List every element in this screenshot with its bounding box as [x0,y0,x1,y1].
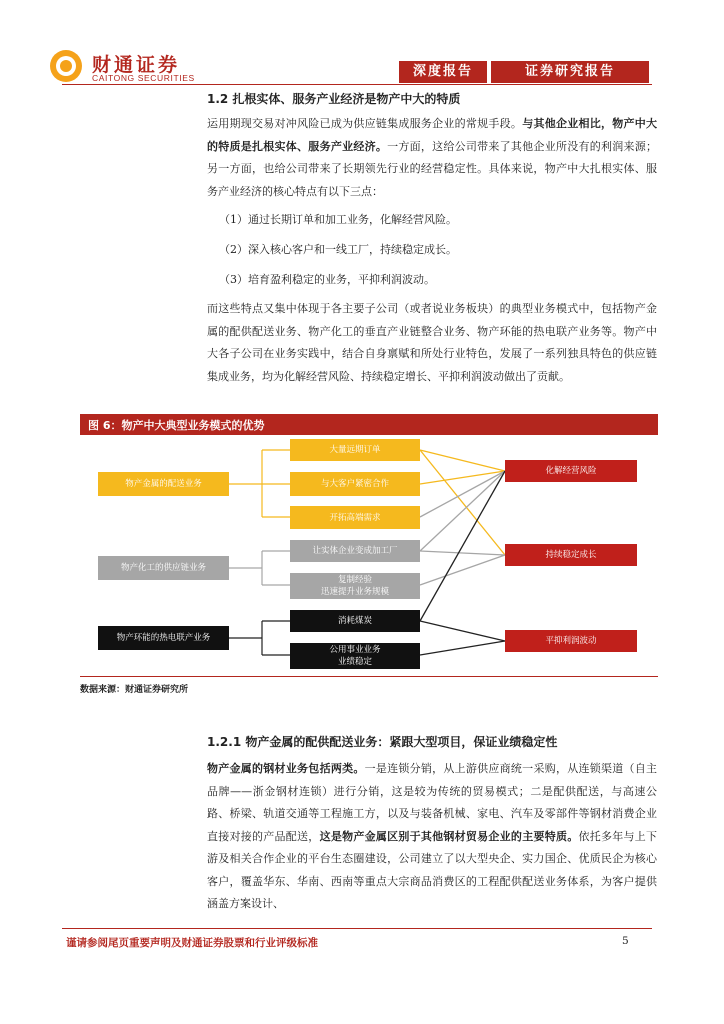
intro-bold: 与其他企业相比，物产中大的特质是扎根实体、服务产业经济。 [207,117,658,153]
left-box-chemical: 物产化工的供应链业务 [98,556,229,580]
metal-bold-2: 这是物产金属区别于其他钢材贸易企业的主要特质。 [319,829,579,843]
footer-divider [62,928,652,929]
deep-report-tag: 深度报告 [399,61,487,83]
left-box-energy: 物产环能的热电联产业务 [98,626,229,650]
list-item: （3）培育盈利稳定的业务，平抑利润波动。 [219,273,435,286]
section-heading-1-2-1: 1.2.1 物产金属的配供配送业务：紧跟大型项目，保证业绩稳定性 [207,735,558,749]
mid-box-major-clients: 与大客户紧密合作 [290,472,420,496]
figure-title: 图 6：物产中大典型业务模式的优势 [88,419,265,432]
mid-box-coal: 消耗煤炭 [290,610,420,632]
research-report-tag: 证券研究报告 [491,61,649,83]
section-heading-1-2: 1.2 扎根实体、服务产业经济是物产中大的特质 [207,92,461,106]
left-box-metal: 物产金属的配送业务 [98,472,229,496]
metal-bold-1: 物产金属的钢材业务包括两类。 [207,762,365,775]
footer-disclaimer: 谨请参阅尾页重要声明及财通证券股票和行业评级标准 [66,937,318,949]
mid-box-processing-plant: 让实体企业变成加工厂 [290,540,420,562]
metal-text-1: 一是连锁分销，从上游供应商统一采购，从连锁渠道（自主品牌——浙金钢材连锁）进行分销，这是较为传统的贸易模式；二是配供配送，与高速公路、桥梁、轨道交通等工程施工方，以及与装备机械、家电、汽车及零部件等钢材消费企业直接对接的产品配送， [207,762,658,843]
mid-box-utilities: 公用事业业务 业绩稳定 [290,643,420,669]
mid-box-long-orders: 大量远期订单 [290,439,420,461]
paragraph-features: 而这些特点又集中体现于各主要子公司（或者说业务板块）的典型业务模式中，包括物产金属的配供配送业务、物产化工的垂直产业链整合业务、物产环能的热电联产业务等。物产中大各子公司在业务实践中，结合自身禀赋和所处行业特色，发展了一系列独具特色的供应链集成业务，均为化解经营风险、持续稳定增长、平抑利润波动做出了贡献。 [207,302,657,383]
intro-rest: 一方面，这给公司带来了其他企业所没有的利润来源；另一方面，也给公司带来了长期领先行业的经营稳定性。具体来说，物产中大扎根实体、服务产业经济的核心特点有以下三点： [207,139,658,198]
mid-box-high-end-demand: 开拓高端需求 [290,506,420,529]
page-number: 5 [622,935,629,947]
list-item: （1）通过长期订单和加工业务，化解经营风险。 [219,213,457,226]
figure-bottom-divider [80,676,658,677]
right-box-profit: 平抑利润波动 [505,630,637,652]
paragraph-metal-business [207,758,657,916]
mid-box-replicate-experience: 复制经验 迅速提升业务规模 [290,573,420,599]
metal-text-2: 依托多年与上下游及相关合作企业的平台生态圈建设，公司建立了以大型央企、实力国企、优质民企为核心客户，覆盖华东、华南、西南等重点大宗商品消费区的工程配供配送业务体系，为客户提供涵盖方案设计、 [207,829,658,910]
intro-text: 运用期现交易对冲风险已成为供应链集成服务企业的常规手段。 [207,117,523,130]
figure-source: 数据来源：财通证券研究所 [80,685,189,695]
logo-text-cn: 财通证券 [92,54,181,76]
right-box-risk: 化解经营风险 [505,460,637,482]
logo-text-en: CAITONG SECURITIES [92,73,195,83]
list-item: （2）深入核心客户和一线工厂，持续稳定成长。 [219,243,457,256]
right-box-growth: 持续稳定成长 [505,544,637,566]
